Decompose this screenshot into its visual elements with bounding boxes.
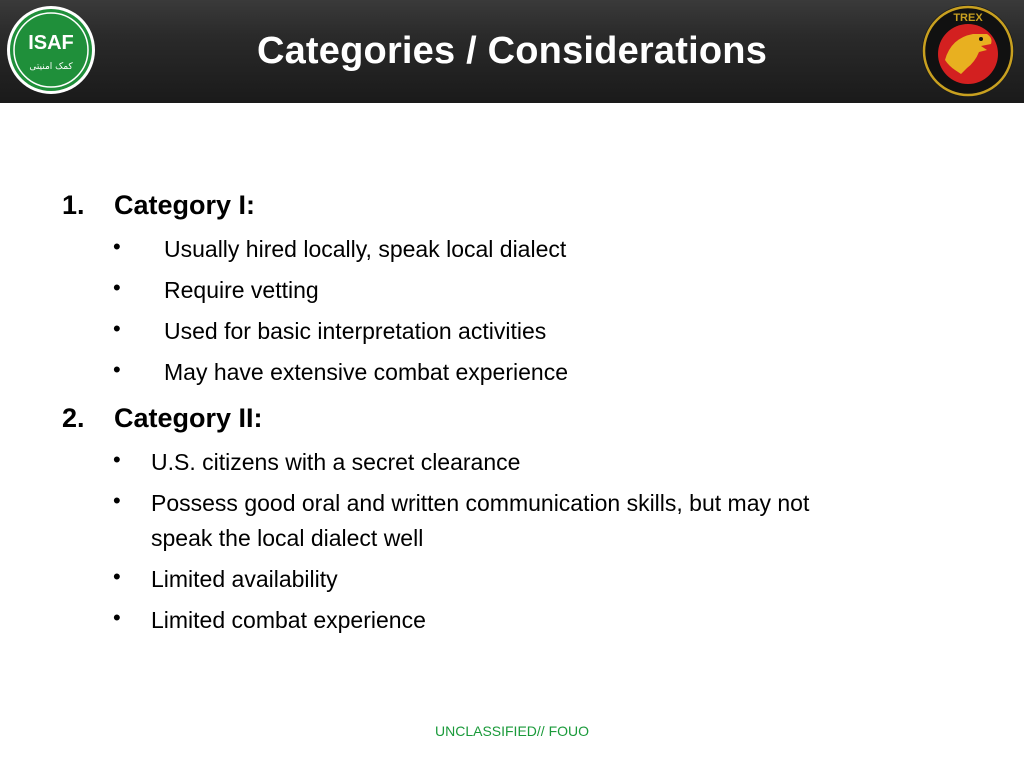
bullet-icon: • <box>113 564 121 589</box>
category-title: Category II: <box>114 403 263 433</box>
page-title: Categories / Considerations <box>256 30 768 72</box>
bullet-icon: • <box>113 316 121 341</box>
list-item: U.S. citizens with a secret clearance <box>151 449 521 475</box>
trex-logo-text: TREX <box>953 12 983 24</box>
list-item: Possess good oral and written communication skills, but may not <box>151 490 810 516</box>
list-item: Limited combat experience <box>151 607 426 633</box>
bullet-icon: • <box>113 447 121 472</box>
list-item-continuation: speak the local dialect well <box>151 525 424 551</box>
isaf-logo-arabic: کمک امنیتی <box>29 62 73 72</box>
bullet-icon: • <box>113 605 121 630</box>
bullet-icon: • <box>113 275 121 300</box>
category-number: 1. <box>62 190 85 220</box>
list-item: May have extensive combat experience <box>164 359 568 385</box>
classification-footer: UNCLASSIFIED// FOUO <box>434 723 590 739</box>
list-item: Used for basic interpretation activities <box>164 318 547 344</box>
list-item: Require vetting <box>164 277 319 303</box>
bullet-icon: • <box>113 234 121 259</box>
list-item: Usually hired locally, speak local dialect <box>164 236 567 262</box>
category-number: 2. <box>62 403 85 433</box>
category-title: Category I: <box>114 190 256 220</box>
list-item: Limited availability <box>151 566 338 592</box>
isaf-logo-text: ISAF <box>28 32 74 54</box>
bullet-icon: • <box>113 488 121 513</box>
bullet-icon: • <box>113 357 121 382</box>
